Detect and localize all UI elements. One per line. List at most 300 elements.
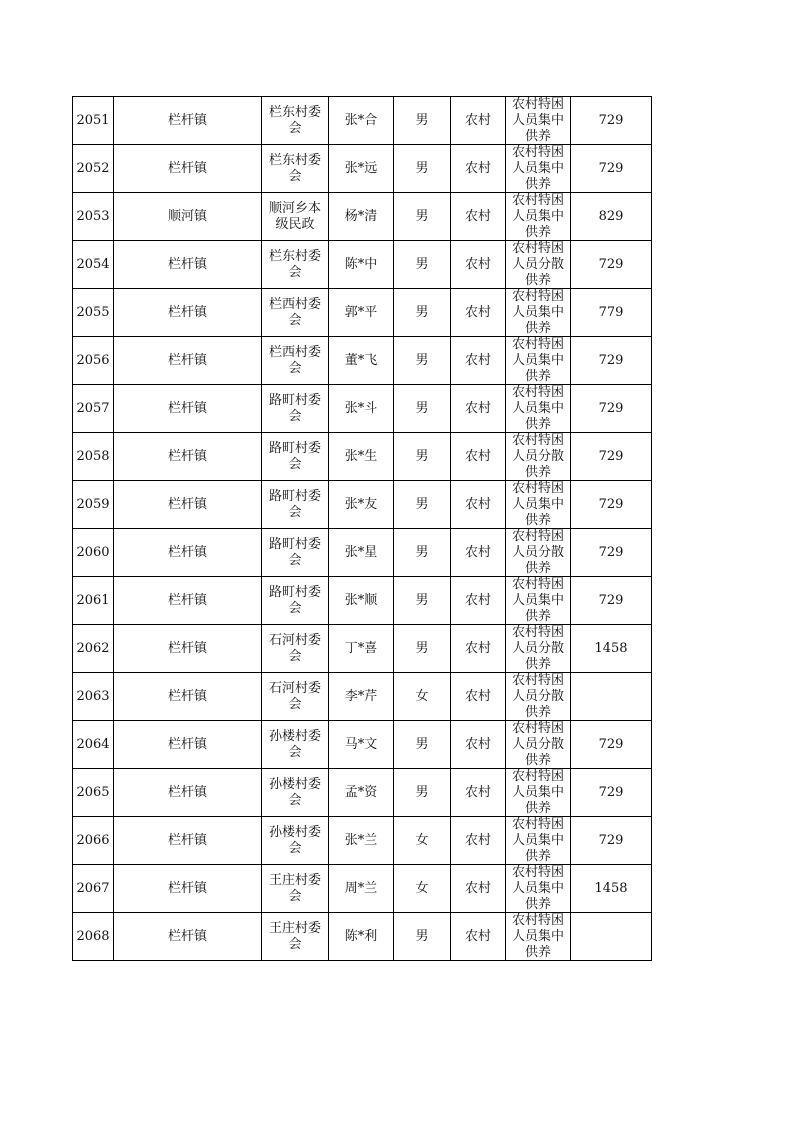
cell-village-unit (262, 673, 329, 721)
cell-serial-no-text: 2052 (76, 160, 110, 176)
cell-gender (394, 577, 451, 625)
cell-relief-type-text: 农村特困人员分散供养 (511, 529, 564, 576)
cell-village-unit (262, 913, 329, 961)
cell-relief-type (506, 385, 571, 433)
cell-gender-text: 男 (415, 112, 429, 128)
cell-town (114, 193, 262, 241)
cell-village-unit-text: 路町村委会 (268, 536, 321, 568)
cell-gender (394, 385, 451, 433)
cell-amount (571, 385, 652, 433)
cell-person-name (329, 769, 394, 817)
cell-village-unit (262, 145, 329, 193)
cell-amount (571, 721, 652, 769)
cell-serial-no-text: 2067 (76, 880, 110, 896)
cell-serial-no-text: 2056 (76, 352, 110, 368)
cell-area-type (451, 673, 506, 721)
cell-village-unit-text: 路町村委会 (268, 440, 321, 472)
cell-gender (394, 97, 451, 145)
cell-serial-no (73, 673, 114, 721)
cell-amount-text: 729 (598, 736, 624, 752)
cell-amount-text: 729 (598, 544, 624, 560)
cell-village-unit (262, 433, 329, 481)
cell-amount-text: 729 (598, 496, 624, 512)
cell-relief-type-text: 农村特困人员分散供养 (511, 433, 564, 480)
cell-person-name (329, 241, 394, 289)
table-row (73, 97, 652, 145)
cell-area-type-text: 农村 (464, 928, 491, 944)
cell-amount (571, 817, 652, 865)
cell-amount-text: 729 (598, 352, 624, 368)
cell-area-type-text: 农村 (464, 352, 491, 368)
cell-serial-no (73, 817, 114, 865)
cell-serial-no (73, 481, 114, 529)
table-row (73, 337, 652, 385)
cell-town-text: 栏杆镇 (167, 160, 207, 176)
cell-gender (394, 241, 451, 289)
cell-gender (394, 673, 451, 721)
table-row (73, 721, 652, 769)
cell-amount (571, 865, 652, 913)
cell-relief-type (506, 97, 571, 145)
cell-relief-type (506, 241, 571, 289)
cell-village-unit-text: 路町村委会 (268, 488, 321, 520)
cell-serial-no-text: 2053 (76, 208, 110, 224)
cell-gender (394, 433, 451, 481)
cell-serial-no-text: 2060 (76, 544, 110, 560)
cell-area-type-text: 农村 (464, 400, 491, 416)
cell-town-text: 栏杆镇 (167, 448, 207, 464)
cell-relief-type (506, 769, 571, 817)
cell-amount (571, 433, 652, 481)
cell-village-unit-text: 孙楼村委会 (268, 776, 321, 808)
table-body (73, 97, 652, 961)
cell-town-text: 栏杆镇 (167, 544, 207, 560)
cell-person-name-text: 周*兰 (344, 880, 378, 896)
cell-person-name-text: 丁*喜 (344, 640, 378, 656)
cell-serial-no-text: 2065 (76, 784, 110, 800)
cell-town-text: 栏杆镇 (167, 832, 207, 848)
cell-person-name (329, 145, 394, 193)
cell-town (114, 721, 262, 769)
cell-town (114, 673, 262, 721)
table-row (73, 289, 652, 337)
cell-gender-text: 男 (415, 304, 429, 320)
cell-person-name (329, 865, 394, 913)
cell-serial-no (73, 721, 114, 769)
cell-serial-no (73, 769, 114, 817)
cell-area-type (451, 817, 506, 865)
cell-person-name (329, 529, 394, 577)
cell-amount-text: 729 (598, 832, 624, 848)
cell-amount-text: 1458 (594, 880, 628, 896)
cell-relief-type-text: 农村特困人员集中供养 (511, 769, 564, 816)
cell-village-unit-text: 栏东村委会 (268, 104, 321, 136)
cell-relief-type (506, 337, 571, 385)
cell-relief-type (506, 721, 571, 769)
cell-relief-type (506, 529, 571, 577)
cell-gender (394, 337, 451, 385)
table-row (73, 241, 652, 289)
cell-person-name-text: 郭*平 (344, 304, 378, 320)
cell-amount (571, 193, 652, 241)
cell-village-unit (262, 337, 329, 385)
cell-gender-text: 男 (415, 448, 429, 464)
cell-gender-text: 男 (415, 208, 429, 224)
cell-town (114, 625, 262, 673)
table-row (73, 385, 652, 433)
cell-town (114, 913, 262, 961)
cell-village-unit (262, 721, 329, 769)
cell-relief-type (506, 481, 571, 529)
cell-amount-text: 729 (598, 400, 624, 416)
cell-person-name (329, 817, 394, 865)
cell-person-name (329, 385, 394, 433)
cell-serial-no-text: 2063 (76, 688, 110, 704)
cell-relief-type-text: 农村特困人员集中供养 (511, 193, 564, 240)
cell-area-type (451, 625, 506, 673)
cell-town-text: 栏杆镇 (167, 640, 207, 656)
cell-serial-no (73, 385, 114, 433)
cell-town (114, 481, 262, 529)
cell-town-text: 栏杆镇 (167, 256, 207, 272)
cell-area-type (451, 145, 506, 193)
cell-serial-no (73, 529, 114, 577)
cell-village-unit (262, 193, 329, 241)
cell-area-type-text: 农村 (464, 640, 491, 656)
cell-town (114, 865, 262, 913)
cell-town-text: 栏杆镇 (167, 352, 207, 368)
table-row (73, 817, 652, 865)
cell-serial-no-text: 2051 (76, 112, 110, 128)
cell-gender (394, 625, 451, 673)
cell-serial-no-text: 2068 (76, 928, 110, 944)
cell-amount (571, 577, 652, 625)
table-row (73, 529, 652, 577)
cell-relief-type (506, 913, 571, 961)
cell-area-type-text: 农村 (464, 496, 491, 512)
cell-town (114, 289, 262, 337)
cell-person-name-text: 张*星 (344, 544, 378, 560)
cell-town (114, 577, 262, 625)
cell-village-unit (262, 817, 329, 865)
cell-relief-type-text: 农村特困人员集中供养 (511, 817, 564, 864)
cell-person-name-text: 张*远 (344, 160, 378, 176)
cell-gender-text: 女 (415, 880, 429, 896)
cell-serial-no (73, 625, 114, 673)
cell-serial-no (73, 97, 114, 145)
cell-amount (571, 337, 652, 385)
cell-town-text: 顺河镇 (167, 208, 207, 224)
cell-area-type (451, 385, 506, 433)
cell-gender (394, 721, 451, 769)
cell-town (114, 145, 262, 193)
cell-area-type-text: 农村 (464, 256, 491, 272)
cell-gender-text: 男 (415, 400, 429, 416)
cell-town (114, 817, 262, 865)
cell-amount-text: 729 (598, 160, 624, 176)
cell-area-type (451, 193, 506, 241)
cell-gender-text: 男 (415, 496, 429, 512)
cell-relief-type-text: 农村特困人员集中供养 (511, 145, 564, 192)
cell-gender (394, 289, 451, 337)
cell-town (114, 385, 262, 433)
cell-town-text: 栏杆镇 (167, 496, 207, 512)
cell-person-name-text: 张*合 (344, 112, 378, 128)
cell-town (114, 529, 262, 577)
cell-amount-text: 779 (598, 304, 624, 320)
cell-serial-no-text: 2062 (76, 640, 110, 656)
cell-gender (394, 913, 451, 961)
cell-village-unit-text: 栏西村委会 (268, 296, 321, 328)
cell-amount (571, 625, 652, 673)
cell-gender-text: 女 (415, 688, 429, 704)
cell-town-text: 栏杆镇 (167, 400, 207, 416)
cell-person-name (329, 193, 394, 241)
cell-amount-text: 729 (598, 256, 624, 272)
cell-village-unit (262, 97, 329, 145)
cell-amount (571, 673, 652, 721)
cell-area-type (451, 865, 506, 913)
cell-relief-type (506, 193, 571, 241)
cell-relief-type (506, 145, 571, 193)
cell-amount-text: 729 (598, 448, 624, 464)
cell-area-type-text: 农村 (464, 736, 491, 752)
cell-person-name-text: 张*斗 (344, 400, 378, 416)
cell-area-type-text: 农村 (464, 160, 491, 176)
table-row (73, 769, 652, 817)
cell-village-unit-text: 孙楼村委会 (268, 824, 321, 856)
cell-person-name (329, 577, 394, 625)
cell-town (114, 337, 262, 385)
cell-area-type (451, 433, 506, 481)
cell-gender-text: 男 (415, 544, 429, 560)
cell-gender-text: 男 (415, 928, 429, 944)
cell-town (114, 241, 262, 289)
cell-person-name (329, 337, 394, 385)
cell-area-type (451, 337, 506, 385)
cell-relief-type-text: 农村特困人员集中供养 (511, 865, 564, 912)
cell-amount-text: 729 (598, 592, 624, 608)
cell-person-name-text: 陈*利 (344, 928, 378, 944)
cell-town-text: 栏杆镇 (167, 736, 207, 752)
cell-town-text: 栏杆镇 (167, 784, 207, 800)
cell-serial-no-text: 2066 (76, 832, 110, 848)
cell-gender (394, 145, 451, 193)
cell-serial-no (73, 577, 114, 625)
cell-area-type (451, 481, 506, 529)
cell-gender (394, 817, 451, 865)
cell-serial-no-text: 2057 (76, 400, 110, 416)
cell-gender (394, 529, 451, 577)
cell-serial-no (73, 241, 114, 289)
cell-area-type (451, 529, 506, 577)
cell-town-text: 栏杆镇 (167, 592, 207, 608)
cell-relief-type (506, 577, 571, 625)
table-row (73, 625, 652, 673)
cell-person-name-text: 董*飞 (344, 352, 378, 368)
cell-amount (571, 769, 652, 817)
cell-gender (394, 481, 451, 529)
cell-serial-no (73, 289, 114, 337)
cell-gender (394, 193, 451, 241)
cell-person-name-text: 孟*资 (344, 784, 378, 800)
cell-town (114, 433, 262, 481)
cell-relief-type-text: 农村特困人员分散供养 (511, 721, 564, 768)
cell-gender-text: 女 (415, 832, 429, 848)
cell-gender-text: 男 (415, 352, 429, 368)
cell-gender-text: 男 (415, 784, 429, 800)
cell-relief-type-text: 农村特困人员分散供养 (511, 625, 564, 672)
cell-amount (571, 241, 652, 289)
cell-person-name (329, 289, 394, 337)
cell-person-name (329, 913, 394, 961)
cell-serial-no (73, 433, 114, 481)
cell-relief-type-text: 农村特困人员集中供养 (511, 337, 564, 384)
cell-serial-no-text: 2061 (76, 592, 110, 608)
cell-relief-type-text: 农村特困人员分散供养 (511, 673, 564, 720)
relief-recipient-table (72, 96, 652, 961)
cell-relief-type (506, 433, 571, 481)
cell-person-name (329, 481, 394, 529)
cell-village-unit (262, 289, 329, 337)
cell-person-name (329, 97, 394, 145)
cell-person-name-text: 马*文 (344, 736, 378, 752)
cell-gender-text: 男 (415, 592, 429, 608)
table-row (73, 145, 652, 193)
cell-person-name-text: 张*兰 (344, 832, 378, 848)
cell-amount-text: 729 (598, 784, 624, 800)
cell-town (114, 769, 262, 817)
cell-area-type-text: 农村 (464, 688, 491, 704)
cell-amount (571, 97, 652, 145)
cell-relief-type-text: 农村特困人员集中供养 (511, 913, 564, 960)
cell-relief-type-text: 农村特困人员集中供养 (511, 385, 564, 432)
cell-village-unit-text: 石河村委会 (268, 632, 321, 664)
cell-amount (571, 145, 652, 193)
cell-area-type-text: 农村 (464, 112, 491, 128)
cell-area-type-text: 农村 (464, 592, 491, 608)
cell-person-name-text: 张*友 (344, 496, 378, 512)
cell-village-unit-text: 顺河乡本级民政 (268, 200, 321, 232)
cell-amount (571, 913, 652, 961)
cell-village-unit (262, 769, 329, 817)
cell-village-unit-text: 栏西村委会 (268, 344, 321, 376)
cell-area-type (451, 577, 506, 625)
cell-person-name-text: 李*芹 (344, 688, 378, 704)
cell-person-name (329, 433, 394, 481)
cell-person-name (329, 673, 394, 721)
cell-village-unit (262, 625, 329, 673)
cell-area-type (451, 97, 506, 145)
cell-village-unit-text: 栏东村委会 (268, 248, 321, 280)
cell-village-unit-text: 路町村委会 (268, 392, 321, 424)
table-row (73, 481, 652, 529)
cell-relief-type (506, 673, 571, 721)
cell-village-unit-text: 王庄村委会 (268, 872, 321, 904)
cell-relief-type (506, 817, 571, 865)
cell-amount-text: 729 (598, 112, 624, 128)
table-row (73, 433, 652, 481)
cell-relief-type (506, 625, 571, 673)
cell-relief-type-text: 农村特困人员集中供养 (511, 481, 564, 528)
cell-area-type-text: 农村 (464, 784, 491, 800)
cell-serial-no (73, 193, 114, 241)
cell-amount (571, 529, 652, 577)
cell-serial-no (73, 145, 114, 193)
cell-serial-no (73, 913, 114, 961)
cell-area-type-text: 农村 (464, 304, 491, 320)
cell-village-unit (262, 529, 329, 577)
cell-town-text: 栏杆镇 (167, 880, 207, 896)
cell-area-type-text: 农村 (464, 208, 491, 224)
cell-village-unit (262, 865, 329, 913)
cell-relief-type-text: 农村特困人员集中供养 (511, 289, 564, 336)
cell-town (114, 97, 262, 145)
table-row (73, 673, 652, 721)
cell-area-type (451, 769, 506, 817)
cell-amount-text: 829 (598, 208, 624, 224)
cell-relief-type-text: 农村特困人员集中供养 (511, 97, 564, 144)
cell-area-type-text: 农村 (464, 448, 491, 464)
table-row (73, 865, 652, 913)
cell-relief-type (506, 865, 571, 913)
cell-town-text: 栏杆镇 (167, 304, 207, 320)
cell-person-name-text: 张*生 (344, 448, 378, 464)
cell-area-type (451, 289, 506, 337)
cell-relief-type-text: 农村特困人员分散供养 (511, 241, 564, 288)
cell-serial-no-text: 2059 (76, 496, 110, 512)
cell-serial-no-text: 2055 (76, 304, 110, 320)
cell-gender (394, 865, 451, 913)
cell-village-unit-text: 栏东村委会 (268, 152, 321, 184)
cell-gender-text: 男 (415, 736, 429, 752)
cell-area-type-text: 农村 (464, 832, 491, 848)
cell-serial-no (73, 337, 114, 385)
cell-village-unit (262, 577, 329, 625)
cell-village-unit-text: 孙楼村委会 (268, 728, 321, 760)
cell-area-type (451, 913, 506, 961)
cell-village-unit-text: 路町村委会 (268, 584, 321, 616)
cell-person-name (329, 625, 394, 673)
cell-gender-text: 男 (415, 640, 429, 656)
cell-serial-no-text: 2064 (76, 736, 110, 752)
cell-town-text: 栏杆镇 (167, 928, 207, 944)
cell-area-type-text: 农村 (464, 880, 491, 896)
cell-relief-type-text: 农村特困人员集中供养 (511, 577, 564, 624)
cell-area-type-text: 农村 (464, 544, 491, 560)
cell-person-name-text: 杨*清 (344, 208, 378, 224)
cell-amount (571, 289, 652, 337)
cell-serial-no-text: 2054 (76, 256, 110, 272)
cell-gender-text: 男 (415, 256, 429, 272)
cell-serial-no (73, 865, 114, 913)
cell-gender (394, 769, 451, 817)
table-row (73, 193, 652, 241)
cell-person-name-text: 陈*中 (344, 256, 378, 272)
cell-amount-text: 1458 (594, 640, 628, 656)
table-row (73, 913, 652, 961)
cell-serial-no-text: 2058 (76, 448, 110, 464)
cell-town-text: 栏杆镇 (167, 112, 207, 128)
cell-area-type (451, 241, 506, 289)
cell-village-unit (262, 385, 329, 433)
cell-amount (571, 481, 652, 529)
cell-village-unit-text: 王庄村委会 (268, 920, 321, 952)
cell-gender-text: 男 (415, 160, 429, 176)
cell-relief-type (506, 289, 571, 337)
table-row (73, 577, 652, 625)
cell-area-type (451, 721, 506, 769)
